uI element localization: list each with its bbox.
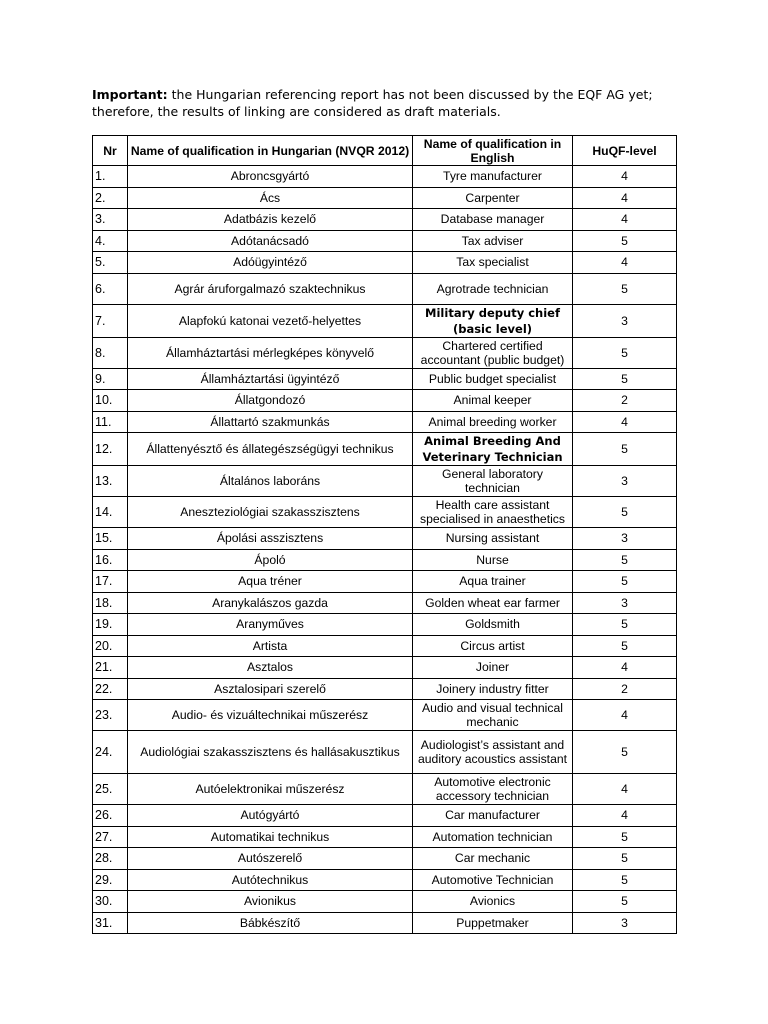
- english-name: Avionics: [413, 891, 573, 913]
- hungarian-name: Autószerelő: [128, 848, 413, 870]
- english-name: Animal Breeding And Veterinary Technician: [413, 433, 573, 466]
- table-row: [93, 678, 677, 700]
- english-name: Joiner: [413, 657, 573, 679]
- table-header-row: [93, 136, 677, 166]
- hungarian-name: Asztalosipari szerelő: [128, 678, 413, 700]
- english-name: Goldsmith: [413, 614, 573, 636]
- english-name: Circus artist: [413, 635, 573, 657]
- table-row: [93, 614, 677, 636]
- row-number: 27.: [93, 826, 128, 848]
- huqf-level: 4: [573, 700, 677, 731]
- english-name: Health care assistant specialised in anaesthetics: [413, 497, 573, 528]
- table-row: [93, 700, 677, 731]
- hungarian-name: Államháztartási mérlegképes könyvelő: [128, 337, 413, 368]
- huqf-level: 4: [573, 805, 677, 827]
- english-name: Carpenter: [413, 187, 573, 209]
- intro-text: the Hungarian referencing report has not been discussed by the EQF AG yet; therefore, the results of linking are considered as draft materials.: [92, 87, 653, 119]
- huqf-level: 4: [573, 166, 677, 188]
- header-nr: Nr: [93, 136, 128, 166]
- table-row: [93, 166, 677, 188]
- table-row: [93, 805, 677, 827]
- english-name: Tax specialist: [413, 252, 573, 274]
- row-number: 25.: [93, 774, 128, 805]
- hungarian-name: Abroncsgyártó: [128, 166, 413, 188]
- huqf-level: 2: [573, 678, 677, 700]
- huqf-level: 4: [573, 657, 677, 679]
- english-name: Animal breeding worker: [413, 411, 573, 433]
- huqf-level: 4: [573, 209, 677, 231]
- table-row: [93, 891, 677, 913]
- row-number: 1.: [93, 166, 128, 188]
- huqf-level: 5: [573, 731, 677, 774]
- row-number: 11.: [93, 411, 128, 433]
- huqf-level: 5: [573, 337, 677, 368]
- table-row: [93, 848, 677, 870]
- english-name: Golden wheat ear farmer: [413, 592, 573, 614]
- huqf-level: 2: [573, 390, 677, 412]
- hungarian-name: Artista: [128, 635, 413, 657]
- hungarian-name: Ápolási asszisztens: [128, 528, 413, 550]
- hungarian-name: Aqua tréner: [128, 571, 413, 593]
- huqf-level: 5: [573, 635, 677, 657]
- table-row: [93, 912, 677, 934]
- header-english: Name of qualification in English: [413, 136, 573, 166]
- hungarian-name: Állatgondozó: [128, 390, 413, 412]
- english-name: Car mechanic: [413, 848, 573, 870]
- hungarian-name: Adótanácsadó: [128, 230, 413, 252]
- table-row: [93, 774, 677, 805]
- header-hungarian: Name of qualification in Hungarian (NVQR 2012): [128, 136, 413, 166]
- hungarian-name: Aranyműves: [128, 614, 413, 636]
- hungarian-name: Autóelektronikai műszerész: [128, 774, 413, 805]
- hungarian-name: Automatikai technikus: [128, 826, 413, 848]
- huqf-level: 5: [573, 549, 677, 571]
- table-row: [93, 635, 677, 657]
- hungarian-name: Adóügyintéző: [128, 252, 413, 274]
- row-number: 30.: [93, 891, 128, 913]
- table-row: [93, 411, 677, 433]
- english-name: Agrotrade technician: [413, 273, 573, 304]
- table-row: [93, 230, 677, 252]
- table-row: [93, 273, 677, 304]
- huqf-level: 3: [573, 592, 677, 614]
- row-number: 19.: [93, 614, 128, 636]
- hungarian-name: Aneszteziológiai szakasszisztens: [128, 497, 413, 528]
- huqf-level: 5: [573, 497, 677, 528]
- english-name: Nurse: [413, 549, 573, 571]
- english-name: Puppetmaker: [413, 912, 573, 934]
- huqf-level: 5: [573, 826, 677, 848]
- row-number: 15.: [93, 528, 128, 550]
- table-row: [93, 209, 677, 231]
- table-row: [93, 657, 677, 679]
- row-number: 26.: [93, 805, 128, 827]
- english-name: Nursing assistant: [413, 528, 573, 550]
- row-number: 5.: [93, 252, 128, 274]
- hungarian-name: Államháztartási ügyintéző: [128, 368, 413, 390]
- huqf-level: 5: [573, 848, 677, 870]
- english-name: General laboratory technician: [413, 466, 573, 497]
- english-name: Public budget specialist: [413, 368, 573, 390]
- huqf-level: 4: [573, 252, 677, 274]
- row-number: 4.: [93, 230, 128, 252]
- row-number: 14.: [93, 497, 128, 528]
- table-row: [93, 497, 677, 528]
- row-number: 9.: [93, 368, 128, 390]
- huqf-level: 3: [573, 912, 677, 934]
- huqf-level: 5: [573, 368, 677, 390]
- row-number: 13.: [93, 466, 128, 497]
- row-number: 28.: [93, 848, 128, 870]
- row-number: 16.: [93, 549, 128, 571]
- table-row: [93, 826, 677, 848]
- row-number: 10.: [93, 390, 128, 412]
- row-number: 18.: [93, 592, 128, 614]
- huqf-level: 3: [573, 528, 677, 550]
- english-name: Aqua trainer: [413, 571, 573, 593]
- hungarian-name: Adatbázis kezelő: [128, 209, 413, 231]
- english-name: Car manufacturer: [413, 805, 573, 827]
- table-row: [93, 304, 677, 337]
- hungarian-name: Általános laboráns: [128, 466, 413, 497]
- hungarian-name: Audio- és vizuáltechnikai műszerész: [128, 700, 413, 731]
- huqf-level: 5: [573, 891, 677, 913]
- huqf-level: 3: [573, 304, 677, 337]
- hungarian-name: Avionikus: [128, 891, 413, 913]
- hungarian-name: Alapfokú katonai vezető-helyettes: [128, 304, 413, 337]
- huqf-level: 5: [573, 614, 677, 636]
- row-number: 3.: [93, 209, 128, 231]
- hungarian-name: Agrár áruforgalmazó szaktechnikus: [128, 273, 413, 304]
- table-row: [93, 592, 677, 614]
- english-name: Audiologist’s assistant and auditory acoustics assistant: [413, 731, 573, 774]
- qualifications-table: [92, 135, 677, 934]
- row-number: 17.: [93, 571, 128, 593]
- table-row: [93, 731, 677, 774]
- english-name: Automation technician: [413, 826, 573, 848]
- hungarian-name: Ápoló: [128, 549, 413, 571]
- english-name: Animal keeper: [413, 390, 573, 412]
- english-name: Tyre manufacturer: [413, 166, 573, 188]
- huqf-level: 5: [573, 433, 677, 466]
- huqf-level: 4: [573, 187, 677, 209]
- row-number: 6.: [93, 273, 128, 304]
- english-name: Automotive electronic accessory technician: [413, 774, 573, 805]
- row-number: 8.: [93, 337, 128, 368]
- table-row: [93, 252, 677, 274]
- row-number: 7.: [93, 304, 128, 337]
- row-number: 20.: [93, 635, 128, 657]
- huqf-level: 5: [573, 230, 677, 252]
- row-number: 31.: [93, 912, 128, 934]
- row-number: 22.: [93, 678, 128, 700]
- english-name: Database manager: [413, 209, 573, 231]
- table-row: [93, 571, 677, 593]
- table-row: [93, 433, 677, 466]
- row-number: 21.: [93, 657, 128, 679]
- hungarian-name: Bábkészítő: [128, 912, 413, 934]
- huqf-level: 3: [573, 466, 677, 497]
- huqf-level: 4: [573, 411, 677, 433]
- row-number: 2.: [93, 187, 128, 209]
- row-number: 24.: [93, 731, 128, 774]
- intro-label: Important:: [92, 87, 168, 102]
- hungarian-name: Audiológiai szakasszisztens és hallásakusztikus: [128, 731, 413, 774]
- english-name: Joinery industry fitter: [413, 678, 573, 700]
- row-number: 29.: [93, 869, 128, 891]
- table-body: [93, 166, 677, 934]
- hungarian-name: Autógyártó: [128, 805, 413, 827]
- table-row: [93, 869, 677, 891]
- hungarian-name: Aranykalászos gazda: [128, 592, 413, 614]
- hungarian-name: Autótechnikus: [128, 869, 413, 891]
- hungarian-name: Állattartó szakmunkás: [128, 411, 413, 433]
- intro-note: [92, 86, 692, 120]
- english-name: Audio and visual technical mechanic: [413, 700, 573, 731]
- english-name: Military deputy chief (basic level): [413, 304, 573, 337]
- huqf-level: 5: [573, 869, 677, 891]
- table-row: [93, 187, 677, 209]
- table-row: [93, 337, 677, 368]
- header-level: HuQF-level: [573, 136, 677, 166]
- hungarian-name: Ács: [128, 187, 413, 209]
- table-row: [93, 466, 677, 497]
- huqf-level: 4: [573, 774, 677, 805]
- english-name: Tax adviser: [413, 230, 573, 252]
- row-number: 23.: [93, 700, 128, 731]
- hungarian-name: Asztalos: [128, 657, 413, 679]
- table-row: [93, 549, 677, 571]
- huqf-level: 5: [573, 571, 677, 593]
- row-number: 12.: [93, 433, 128, 466]
- table-row: [93, 390, 677, 412]
- huqf-level: 5: [573, 273, 677, 304]
- table-row: [93, 528, 677, 550]
- hungarian-name: Állattenyésztő és állategészségügyi technikus: [128, 433, 413, 466]
- english-name: Automotive Technician: [413, 869, 573, 891]
- table-row: [93, 368, 677, 390]
- english-name: Chartered certified accountant (public budget): [413, 337, 573, 368]
